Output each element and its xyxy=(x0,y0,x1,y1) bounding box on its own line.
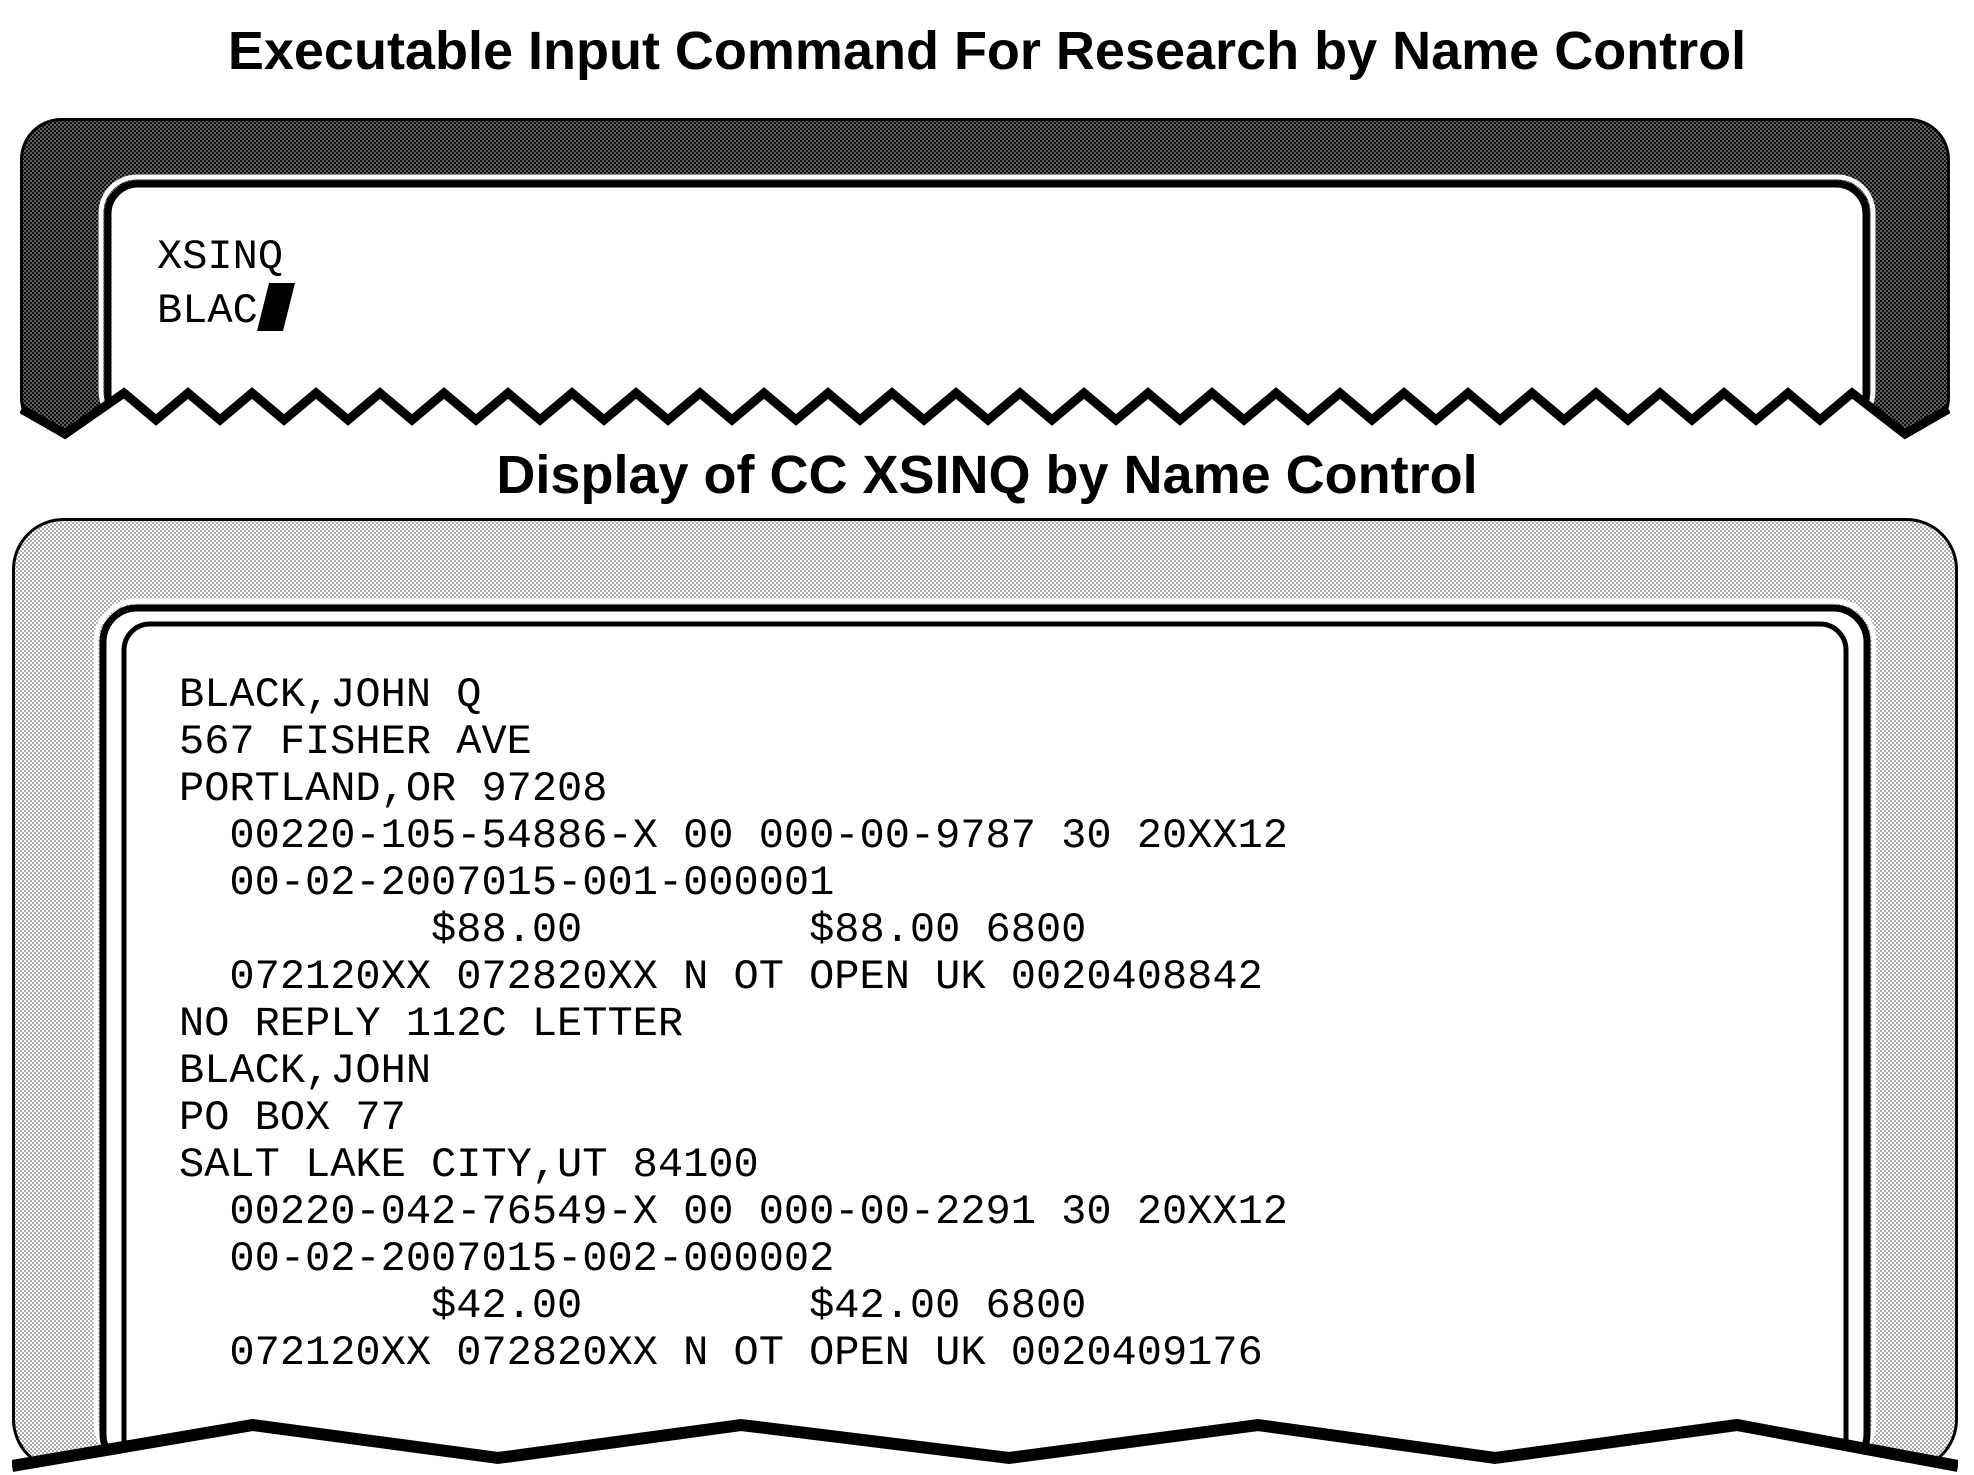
screen-text-line: BLACK,JOHN xyxy=(179,1047,432,1095)
name-control-line[interactable] xyxy=(157,283,289,337)
screen-text-line: SALT LAKE CITY,UT 84100 xyxy=(179,1141,759,1189)
screen-text-line: $42.00 $42.00 6800 xyxy=(179,1282,1087,1330)
command-input-area[interactable] xyxy=(157,232,289,337)
screen-text-line: 072120XX 072820XX N OT OPEN UK 0020408842 xyxy=(179,953,1263,1001)
screen-text-line: PORTLAND,OR 97208 xyxy=(179,765,608,813)
screen-text-line: PO BOX 77 xyxy=(179,1094,406,1142)
screen-text-line: 00-02-2007015-002-000002 xyxy=(179,1235,835,1283)
display-screen-title: Display of CC XSINQ by Name Control xyxy=(496,445,1478,505)
command-code-line: XSINQ xyxy=(157,233,284,281)
screen-text-line: BLACK,JOHN Q xyxy=(179,671,482,719)
screen-text-line: 00-02-2007015-001-000001 xyxy=(179,859,835,907)
input-command-title: Executable Input Command For Research by Name Control xyxy=(227,21,1747,81)
typed-text: BLAC xyxy=(157,287,258,335)
screen-text-line: $88.00 $88.00 6800 xyxy=(179,906,1087,954)
input-terminal xyxy=(20,118,1950,440)
screen-text-line: NO REPLY 112C LETTER xyxy=(179,1000,684,1048)
screen-text-line: 567 FISHER AVE xyxy=(179,718,532,766)
input-terminal-frame xyxy=(20,118,1950,440)
display-screen-output xyxy=(179,672,1288,1377)
screen-text-line: 00220-042-76549-X 00 000-00-2291 30 20XX12 xyxy=(179,1188,1288,1236)
screen-text-line: 00220-105-54886-X 00 000-00-9787 30 20XX12 xyxy=(179,812,1288,860)
screen-text-line: 072120XX 072820XX N OT OPEN UK 0020409176 xyxy=(179,1329,1263,1377)
